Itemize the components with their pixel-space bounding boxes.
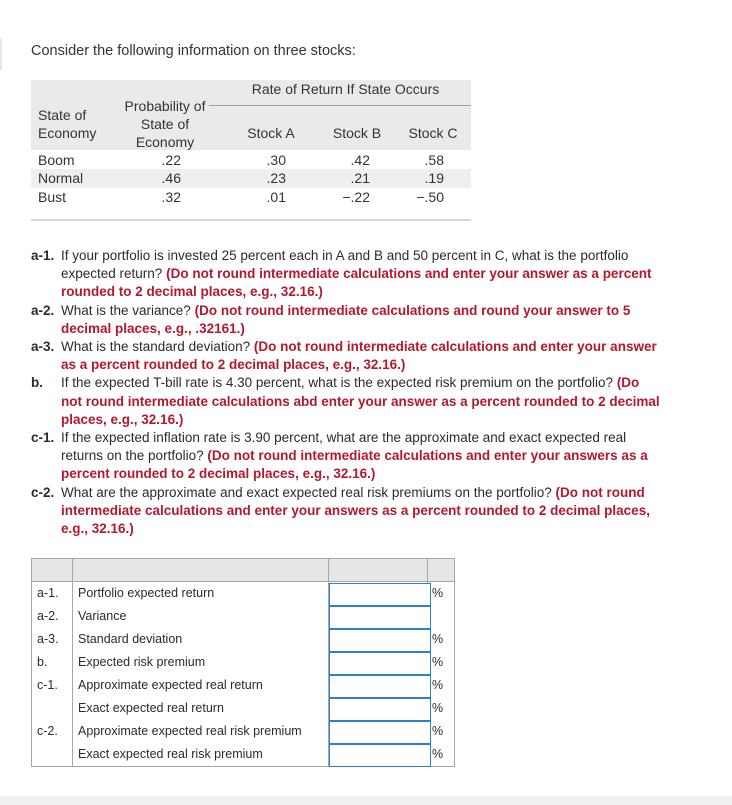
col-header-state-2: Economy xyxy=(38,125,97,141)
group-header: Rate of Return If State Occurs xyxy=(251,81,440,97)
unit-label: % xyxy=(432,655,444,669)
row-label: a-2. xyxy=(37,609,59,623)
row-label: c-2. xyxy=(37,724,58,738)
question-instruction: (Do not round intermediate calculations and enter your answer as a percent rounded to 2 decimal places, e.g., 32.16.) xyxy=(61,266,652,300)
stock-b-cell: .42 xyxy=(350,152,370,168)
col-header-stock-c: Stock C xyxy=(408,125,458,141)
unit-label: % xyxy=(432,747,444,761)
row-label: c-1. xyxy=(37,678,58,692)
state-cell: Bust xyxy=(38,189,67,205)
row-description: Exact expected real risk premium xyxy=(78,747,263,761)
question-a3 xyxy=(31,338,661,374)
portfolio-expected-return-input[interactable] xyxy=(329,583,431,606)
col-header-stock-a: Stock A xyxy=(247,125,295,141)
answer-row xyxy=(31,628,455,651)
question-label: a-3. xyxy=(31,339,55,355)
question-text: What are the approximate and exact expected real risk premiums on the portfolio? xyxy=(61,484,552,500)
question-label: a-2. xyxy=(31,302,55,318)
state-cell: Normal xyxy=(38,170,84,186)
exact-real-return-input[interactable] xyxy=(329,698,431,721)
col-header-state-1: State of xyxy=(38,107,87,123)
answer-row xyxy=(31,674,455,697)
row-description: Standard deviation xyxy=(78,632,183,646)
prob-cell: .32 xyxy=(161,189,181,205)
question-text: What is the standard deviation? xyxy=(61,339,251,355)
question-text: If your portfolio is invested 25 percent each in A and B and 50 percent in C, what is the portfolio expected return? xyxy=(61,248,629,282)
exact-real-risk-premium-input[interactable] xyxy=(329,744,431,767)
stock-c-cell: −.50 xyxy=(416,189,444,205)
question-a2 xyxy=(31,302,661,338)
approx-real-risk-premium-input[interactable] xyxy=(329,721,431,744)
stock-a-cell: .30 xyxy=(266,152,286,168)
frame-edge xyxy=(0,38,2,70)
question-list xyxy=(31,247,661,538)
row-label: a-3. xyxy=(37,632,59,646)
question-c1 xyxy=(31,429,661,484)
unit-label: % xyxy=(432,632,444,646)
state-cell: Boom xyxy=(38,152,75,168)
standard-deviation-input[interactable] xyxy=(329,629,431,652)
answer-row xyxy=(31,605,455,628)
question-instruction: (Do not round intermediate calculations and enter your answers as a percent rounded to 2 decimal places, e.g., 32.16.) xyxy=(61,484,650,537)
question-label: b. xyxy=(31,375,43,391)
col-header-stock-b: Stock B xyxy=(332,125,382,141)
approx-real-return-input[interactable] xyxy=(329,675,431,698)
row-description: Exact expected real return xyxy=(78,701,224,715)
expected-risk-premium-input[interactable] xyxy=(329,652,431,675)
col-header-prob-2: State of xyxy=(140,116,190,132)
question-text: If the expected T-bill rate is 4.30 percent, what is the expected risk premium on the portfolio? xyxy=(61,375,614,391)
stock-c-cell: .19 xyxy=(424,170,444,186)
answer-table xyxy=(31,558,455,767)
answer-row xyxy=(31,582,455,605)
question-text: If the expected inflation rate is 3.90 percent, what are the approximate and exact expected real returns on the portfolio? xyxy=(61,430,627,464)
question-instruction: (Do not round intermediate calculations and enter your answers as a percent rounded to 2 decimal places, e.g., 32.16.) xyxy=(61,448,648,482)
unit-label: % xyxy=(432,724,444,738)
stock-b-cell: .21 xyxy=(350,170,370,186)
row-description: Variance xyxy=(78,609,127,623)
table-bottom-rule xyxy=(31,219,471,221)
col-header-prob-1: Probability of xyxy=(124,98,206,114)
question-b xyxy=(31,374,661,429)
answer-row xyxy=(31,697,455,720)
question-instruction: (Do not round intermediate calculations and round your answer to 5 decimal places, e.g., .32161.) xyxy=(61,302,631,336)
unit-label: % xyxy=(432,586,444,600)
row-description: Expected risk premium xyxy=(78,655,206,669)
question-c2 xyxy=(31,484,661,539)
question-instruction: (Do not round intermediate calculations abd enter your answer as a percent rounded to 2 decimal places, e.g., 32.16.) xyxy=(61,375,660,427)
variance-input[interactable] xyxy=(329,606,431,629)
stock-c-cell: .58 xyxy=(424,152,444,168)
row-label: a-1. xyxy=(37,586,59,600)
question-text: What is the variance? xyxy=(61,302,191,318)
answer-table-header xyxy=(31,558,455,582)
row-label: b. xyxy=(37,655,48,669)
stock-b-cell: −.22 xyxy=(342,189,370,205)
question-label: a-1. xyxy=(31,248,55,263)
answer-row xyxy=(31,720,455,743)
unit-label: % xyxy=(432,701,444,715)
answer-row xyxy=(31,743,455,766)
question-label: c-2. xyxy=(31,484,55,500)
row-description: Approximate expected real return xyxy=(78,678,263,692)
row-description: Approximate expected real risk premium xyxy=(78,724,302,738)
prob-cell: .46 xyxy=(161,170,181,186)
question-instruction: (Do not round intermediate calculations and enter your answer as a percent rounded to 2 decimal places, e.g., 32.16.) xyxy=(61,339,657,373)
question-a1 xyxy=(31,247,661,302)
stock-table xyxy=(31,80,471,220)
stock-a-cell: .23 xyxy=(266,170,286,186)
question-label: c-1. xyxy=(31,430,55,446)
bottom-band xyxy=(0,796,732,805)
intro-text: Consider the following information on three stocks: xyxy=(31,43,356,59)
unit-label: % xyxy=(432,678,444,692)
prob-cell: .22 xyxy=(161,152,181,168)
col-header-prob-3: Economy xyxy=(135,134,195,150)
answer-row xyxy=(31,651,455,674)
header-rule xyxy=(220,105,471,106)
stock-a-cell: .01 xyxy=(266,189,286,205)
row-description: Portfolio expected return xyxy=(78,586,215,600)
